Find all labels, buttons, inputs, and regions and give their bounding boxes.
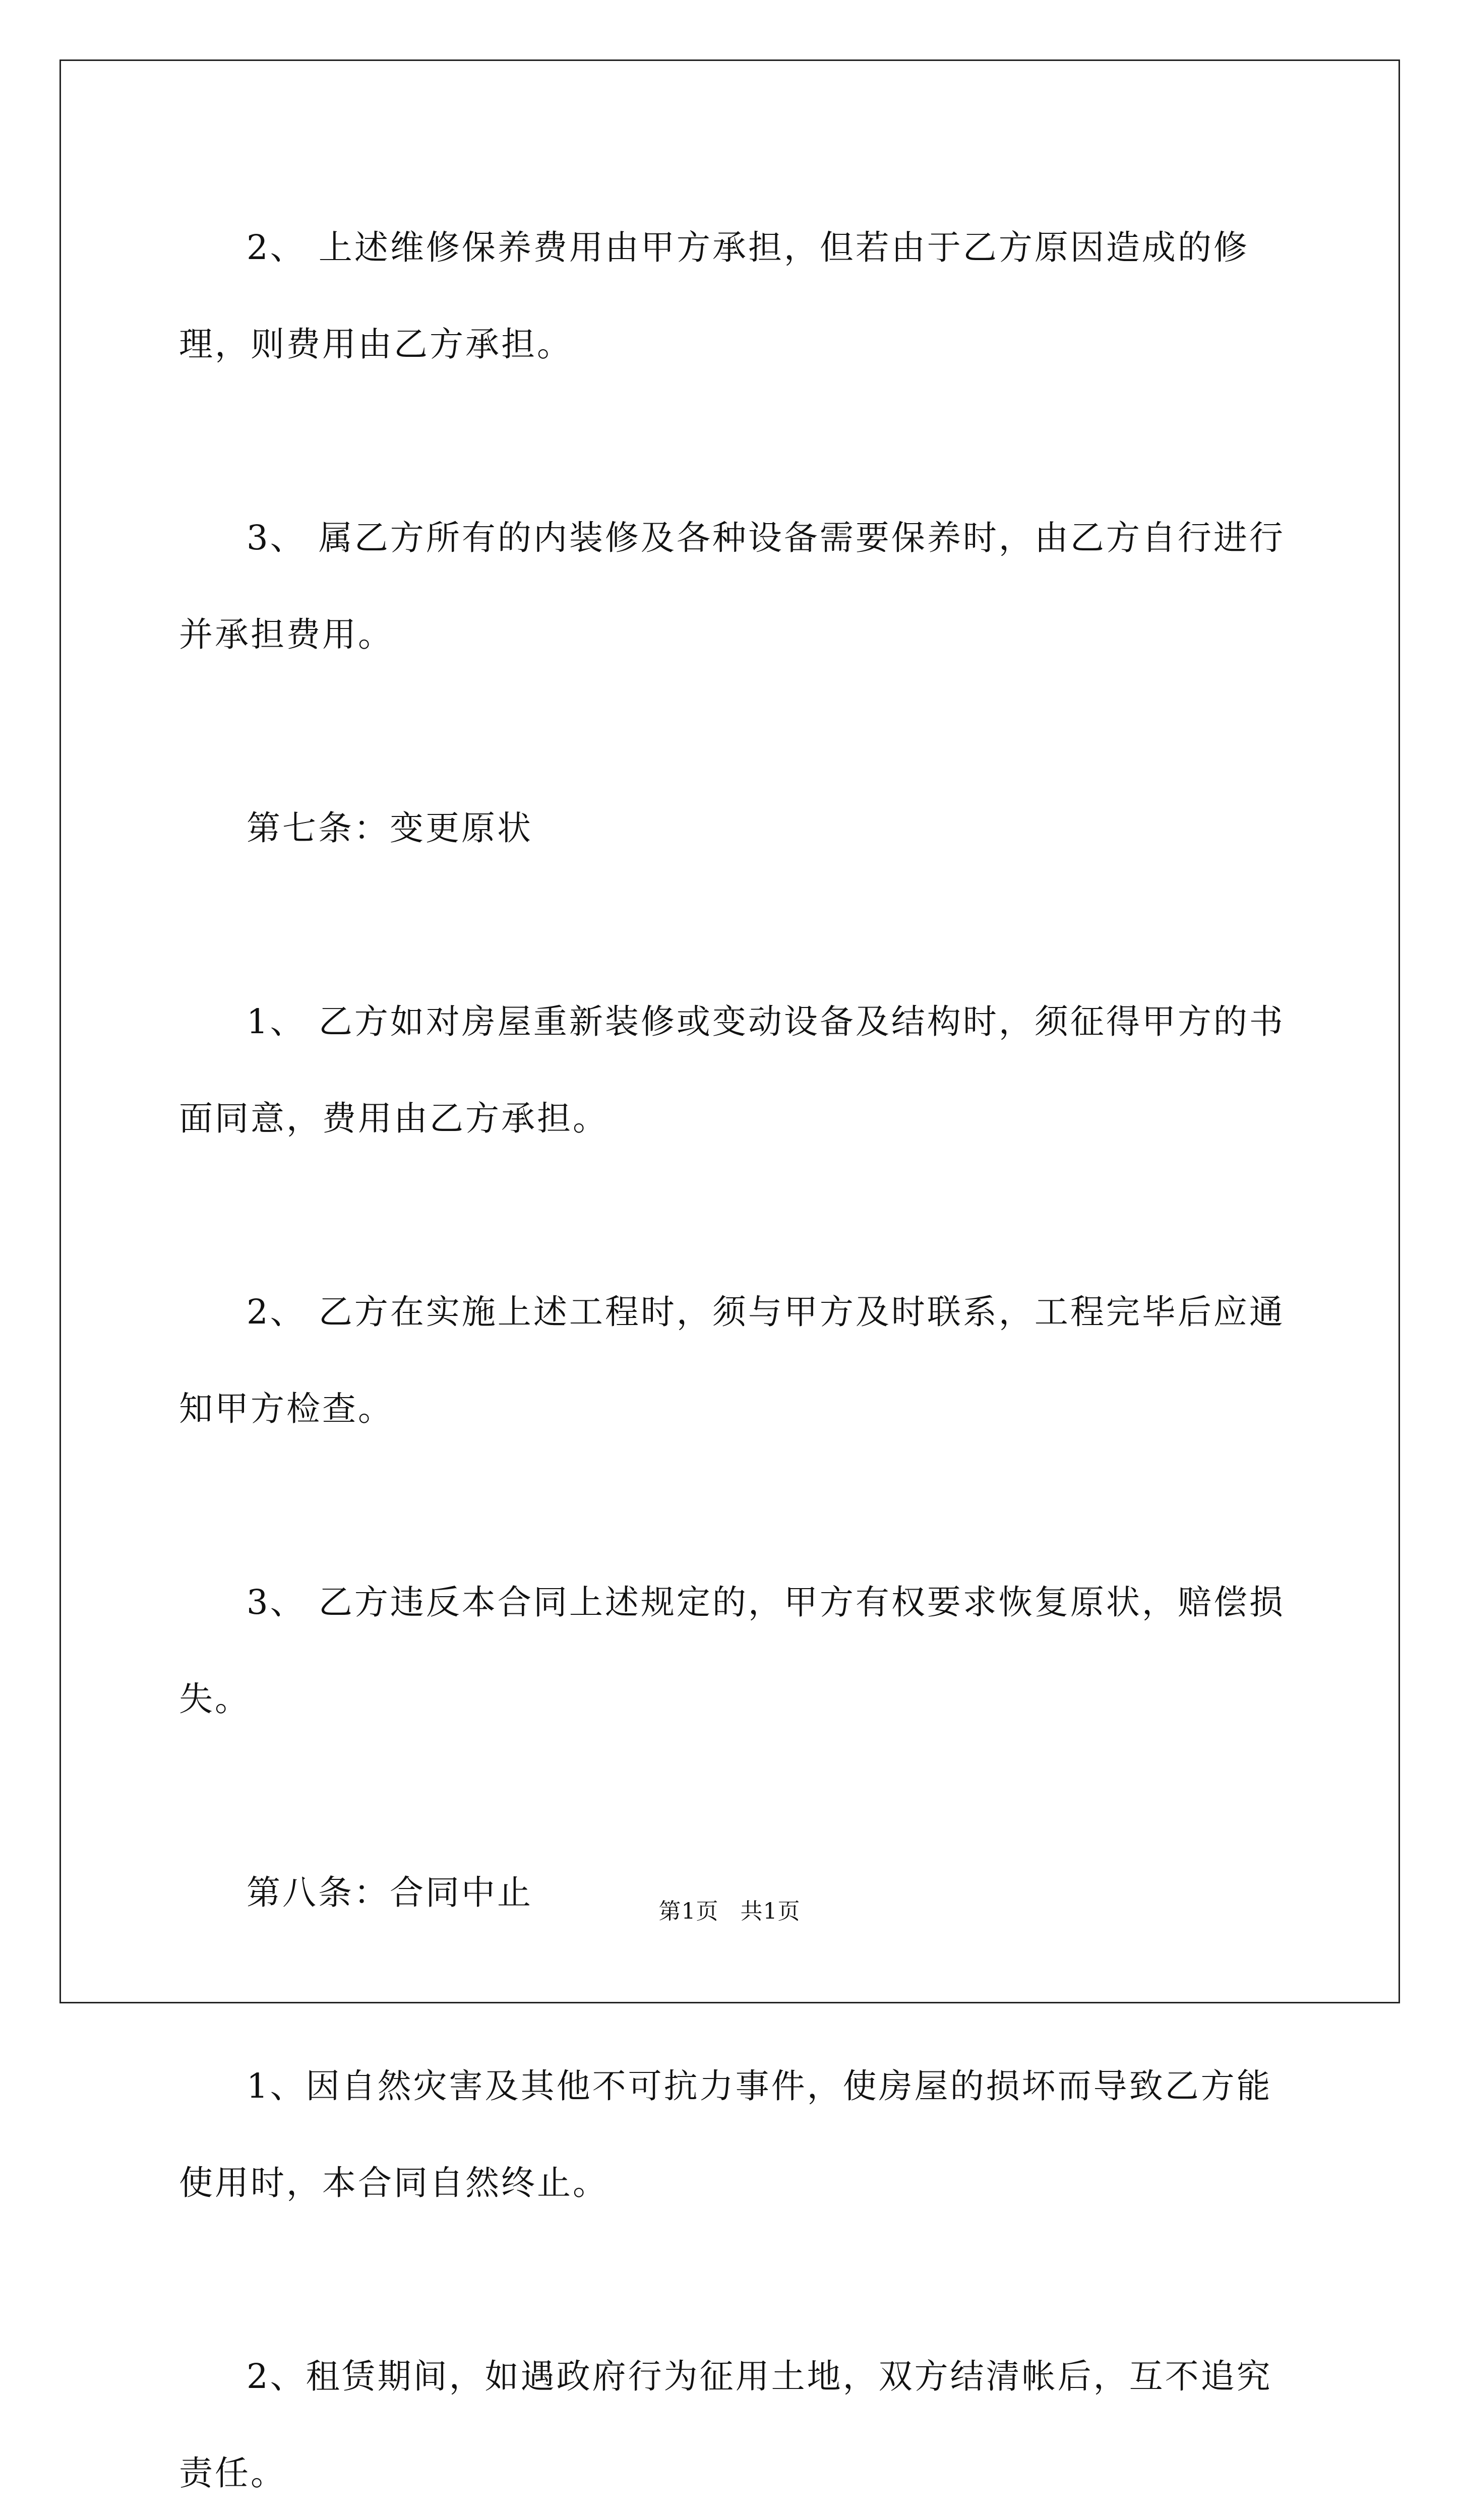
section-heading-article-7: 第七条：变更原状 — [247, 808, 533, 848]
paragraph-government-requisition: 2、租赁期间，如遇政府行为征用土地，双方结清帐后，互不追究责任。 — [179, 2357, 1272, 2493]
paragraph-own-equipment: 3、 属乙方所有的内装修及各种设备需要保养时，由乙方自行进行并承担费用。 — [179, 518, 1285, 654]
paragraph-force-majeure: 1、因自然灾害及其他不可抗力事件，使房屋的损坏而导致乙方能使用时，本合同自然终止。 — [179, 2066, 1272, 2202]
paragraph-repair-cost: 2、 上述维修保养费用由甲方承担，但若由于乙方原因造成的修理，则费用由乙方承担。 — [179, 228, 1249, 364]
section-heading-article-8: 第八条：合同中止 — [247, 1873, 533, 1912]
page-footer — [0, 1893, 1459, 1925]
page-total: 共1页 — [740, 1899, 801, 1924]
page-number: 第1页 — [658, 1899, 719, 1924]
document-body — [179, 199, 1288, 2520]
paragraph-renovation-consent: 1、 乙方如对房屋重新装修或变动设备及结构时，须征得甲方的书面同意，费用由乙方承担。 — [179, 1002, 1285, 1138]
paragraph-notify-inspection: 2、 乙方在实施上述工程时，须与甲方及时联系，工程完毕后应通知甲方检查。 — [179, 1292, 1285, 1428]
paragraph-restore-original: 3、 乙方违反本合同上述规定的，甲方有权要求恢复原状，赔偿损失。 — [179, 1583, 1285, 1719]
